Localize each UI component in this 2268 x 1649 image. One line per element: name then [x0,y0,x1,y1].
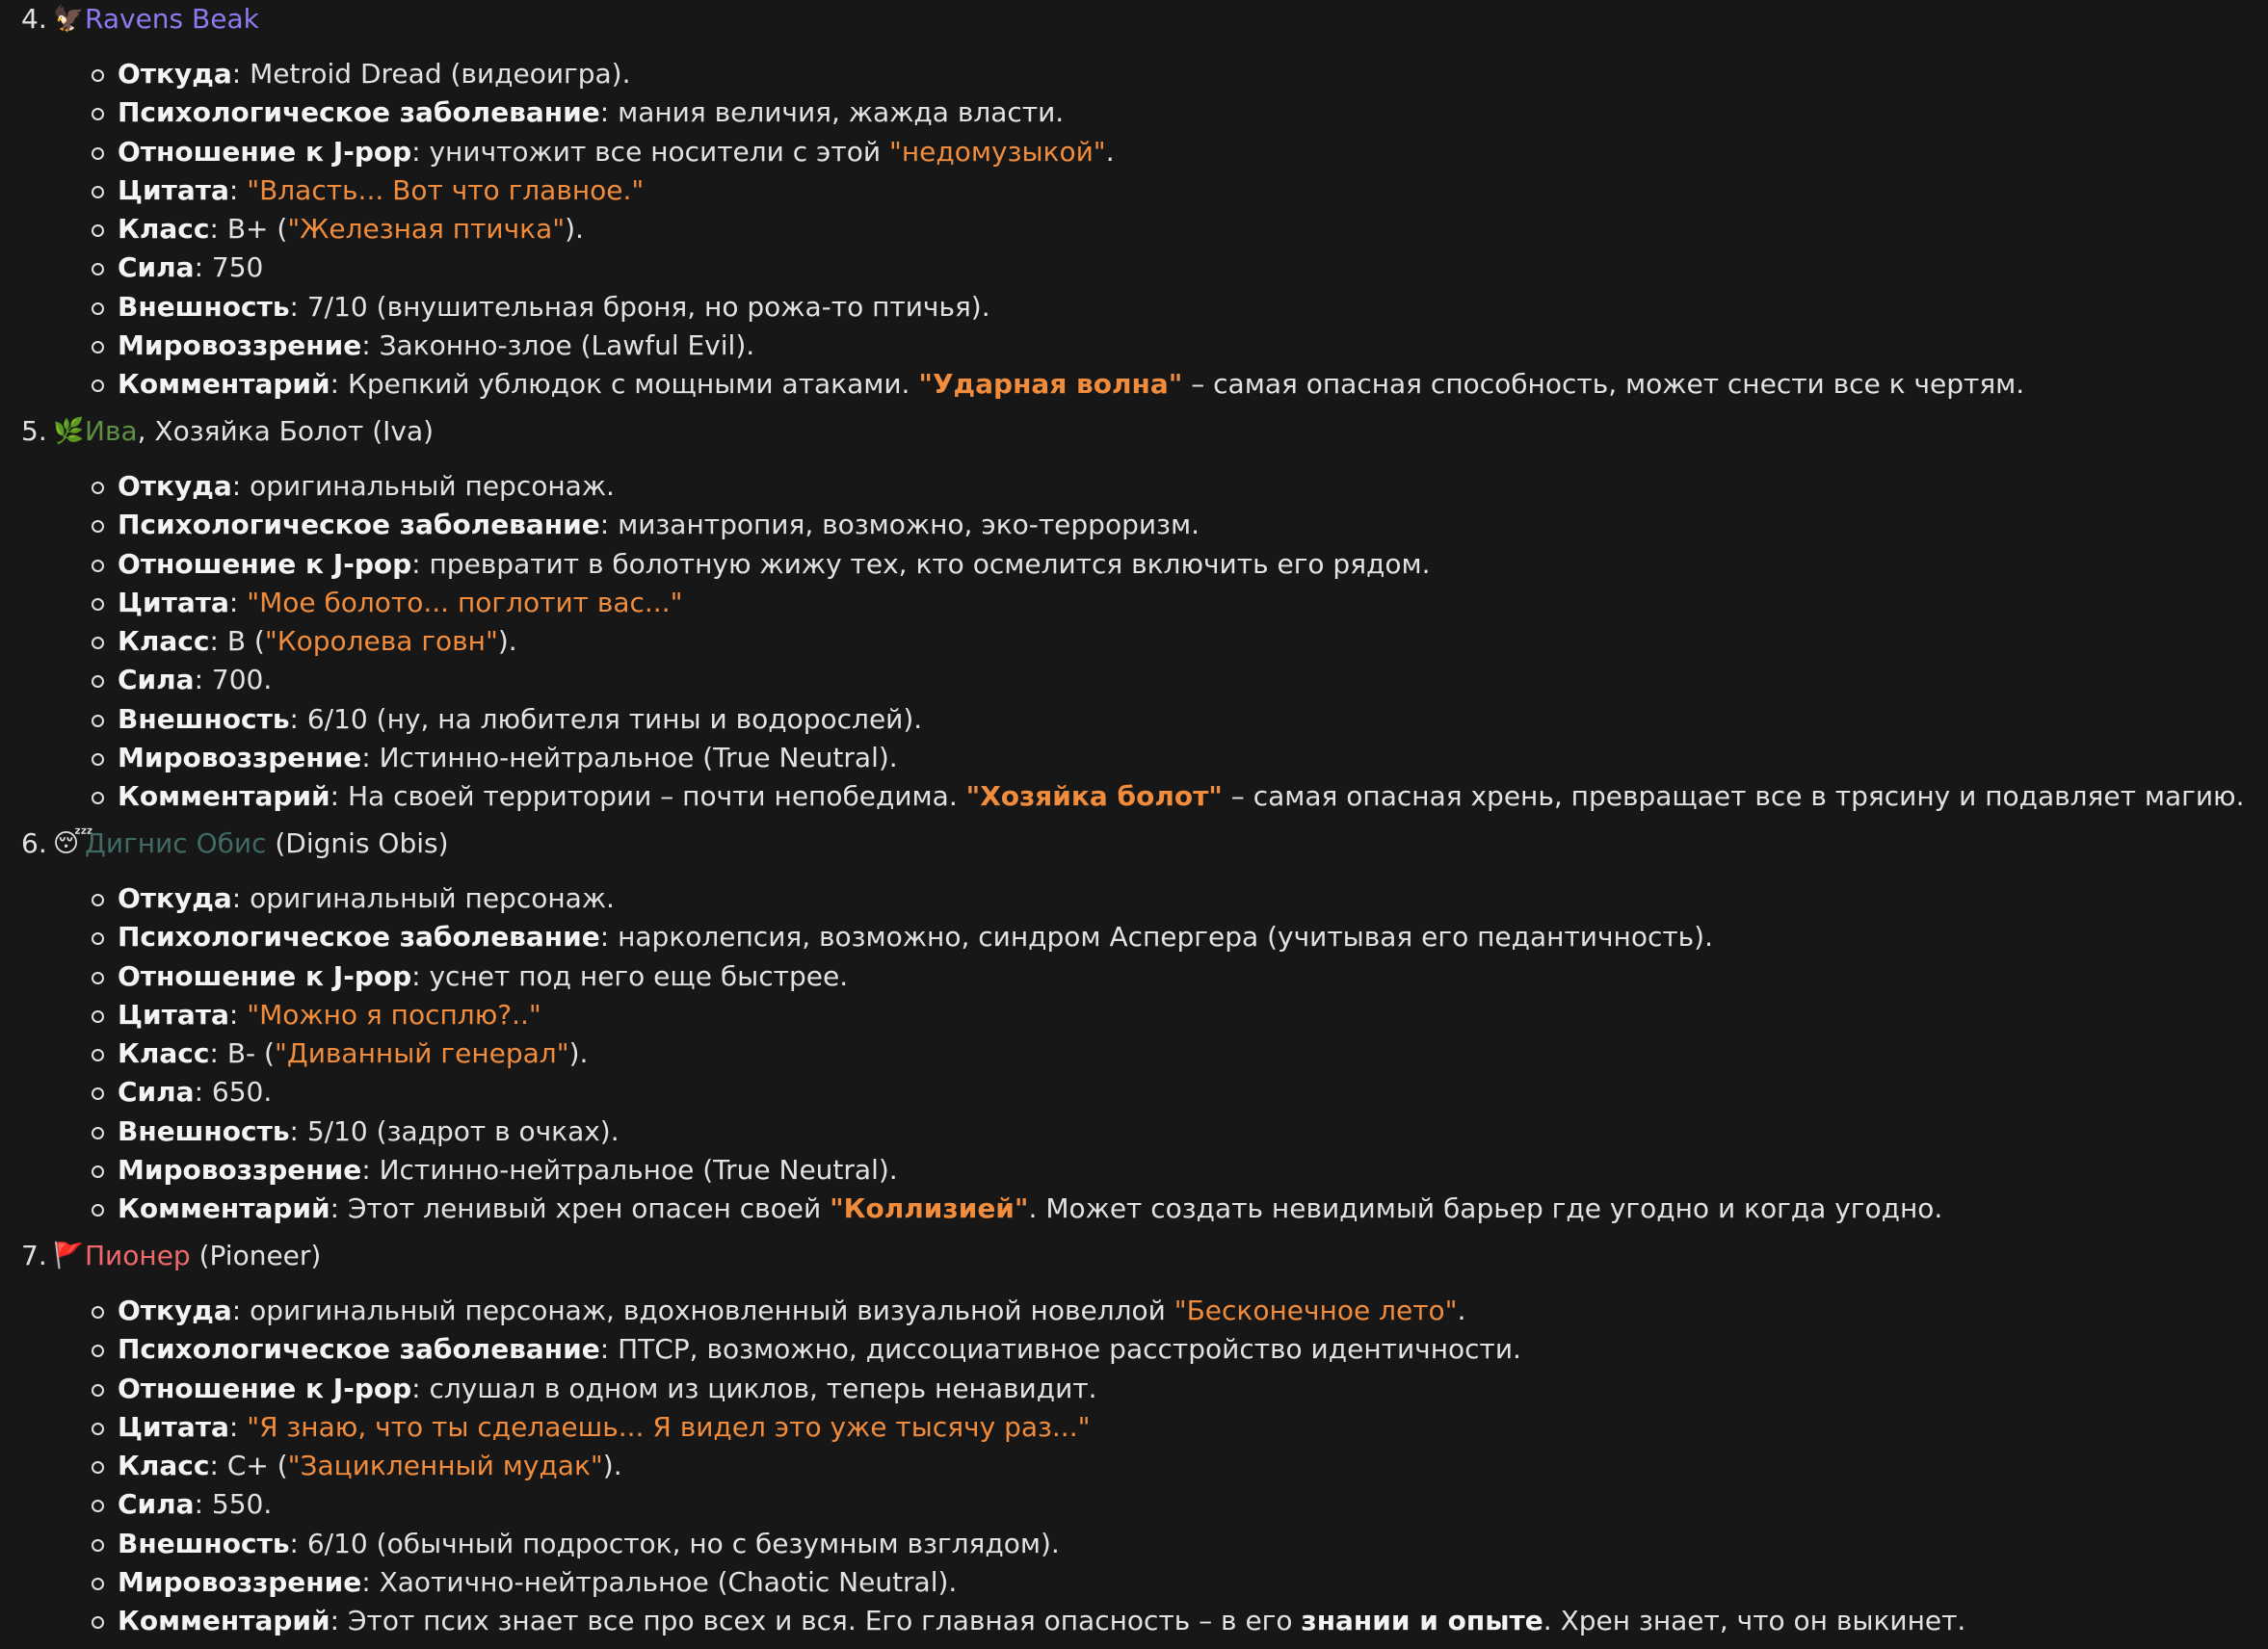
bullet-text [118,1112,620,1151]
field-label: Психологическое заболевание [118,921,600,954]
field-label: Мировоззрение [118,1565,362,1598]
quoted-text: "Диванный генерал" [274,1037,569,1069]
bullet-text [118,777,2245,816]
field-value: : Metroid Dread (видеоигра). [231,58,631,90]
field-value: : 750 [194,251,264,284]
bullet-text [118,1447,622,1485]
field-label: Сила [118,251,195,284]
bullet-text [118,1034,588,1073]
bullet-circle-icon [92,1578,104,1590]
bullet-circle-icon [92,1010,104,1023]
bullet-text [118,1563,957,1602]
field-label: Цитата [118,173,229,206]
field-label: Класс [118,1037,210,1069]
field-value: : мания величия, жажда власти. [599,96,1065,129]
quoted-text: "Коллизией" [830,1192,1029,1224]
field-value: : [228,998,248,1031]
field-label: Класс [118,625,210,657]
bullet-text [118,700,922,739]
bullet-text [118,661,272,699]
bullet-circle-icon [92,380,104,392]
bullet-text [118,467,615,506]
field-label: Откуда [118,882,232,914]
field-value: : слушал в одном из циклов, теперь ненавидит. [411,1372,1097,1404]
field-label: Отношение к J-pop [118,1372,412,1404]
bullet-circle-icon [92,894,104,906]
bullet-circle-icon [92,224,104,237]
field-label: Внешность [118,290,290,323]
field-value: : 7/10 (внушительная броня, но рожа-то птичья). [289,290,990,323]
bullet-circle-icon [92,675,104,688]
bullet-circle-icon [92,341,104,353]
field-label: Внешность [118,702,290,735]
field-value: : оригинальный персонаж. [231,470,615,502]
bullet-text [118,1525,1060,1563]
bullet-circle-icon [92,598,104,611]
field-value: : мизантропия, возможно, эко-терроризм. [599,509,1200,541]
bullet-circle-icon [92,69,104,82]
bullet-circle-icon [92,1165,104,1178]
field-value: : [228,173,248,206]
eagle-icon: 🦅 [53,5,85,34]
list-number: 7. [21,1240,47,1271]
quoted-text: "Мое болото... поглотит вас..." [247,586,683,618]
field-value: : Законно-злое (Lawful Evil). [361,328,755,361]
bullet-circle-icon [92,302,104,315]
field-label: Класс [118,213,210,245]
bullet-circle-icon [92,263,104,275]
bullet-text [118,1370,1096,1408]
field-label: Сила [118,1076,195,1109]
bullet-text [118,288,990,327]
field-label: Отношение к J-pop [118,547,412,580]
bullet-circle-icon [92,1345,104,1357]
bullet-circle-icon [92,1423,104,1435]
field-value: : B ( [209,625,265,657]
field-value: : 6/10 (обычный подросток, но с безумным взглядом). [289,1527,1060,1559]
field-value: : уничтожит все носители с этой [411,135,889,168]
bullet-circle-icon [92,932,104,945]
field-value: : 5/10 (задрот в очках). [289,1114,620,1147]
bullet-text [118,506,1200,544]
bullet-circle-icon [92,1384,104,1397]
bullet-text [118,1292,1465,1330]
field-label: Комментарий [118,780,330,812]
field-value: : Хаотично-нейтральное (Chaotic Neutral). [361,1565,958,1598]
field-label: Отношение к J-pop [118,959,412,992]
field-label: Психологическое заболевание [118,509,600,541]
field-label: Мировоззрение [118,741,362,773]
field-label: Цитата [118,586,229,618]
bullet-circle-icon [92,1049,104,1061]
field-value: . Хрен знает, что он выкинет. [1543,1605,1966,1636]
field-value: : На своей территории – почти непобедима. [330,780,966,812]
character-name: Ravens Beak [85,3,259,35]
bullet-text [118,365,2024,404]
bullet-text [118,133,1115,171]
bullet-text [118,622,517,661]
character-name: Дигнис Обис [85,827,267,859]
herb-icon: 🌿 [53,417,85,446]
bullet-text [118,739,898,777]
quoted-text: "Бесконечное лето" [1174,1295,1458,1326]
bullet-circle-icon [92,1500,104,1512]
character-title [85,412,434,451]
bullet-text [118,545,1431,584]
character-subtitle: (Dignis Obis) [266,827,449,859]
field-value: : превратит в болотную жижу тех, кто осмелится включить его рядом. [411,547,1431,580]
character-title [85,0,259,39]
field-value: – самая опасная хрень, превращает все в трясину и подавляет магию. [1222,780,2245,812]
field-value: ). [602,1450,622,1481]
bullet-text [118,327,754,365]
field-label: Класс [118,1450,210,1481]
bullet-text [118,55,631,93]
field-value: : Этот псих знает все про всех и вся. Его главная опасность – в его [330,1605,1302,1636]
list-number: 6. [21,827,47,859]
field-value: ). [568,1037,589,1069]
bullet-text [118,210,584,249]
quoted-text: "Королева говн" [264,625,498,657]
quoted-text: "недомузыкой" [888,135,1106,168]
bullet-circle-icon [92,753,104,766]
bullet-text [118,1408,1090,1447]
sleeping-face-icon: 😴 [53,829,93,858]
bullet-text [118,1485,272,1524]
field-label: Комментарий [118,1605,330,1636]
list-number: 4. [21,3,47,35]
field-label: Цитата [118,1410,229,1443]
bullet-circle-icon [92,792,104,804]
field-value: . [1105,135,1115,168]
field-label: Цитата [118,998,229,1031]
bullet-text [118,1073,272,1112]
quoted-text: "Железная птичка" [287,213,566,245]
quoted-text: "Можно я посплю?.." [247,998,541,1031]
field-value: : оригинальный персонаж, вдохновленный визуальной новеллой [231,1295,1174,1326]
bullet-circle-icon [92,1204,104,1217]
character-title [85,1237,321,1275]
bullet-circle-icon [92,560,104,572]
field-label: Психологическое заболевание [118,96,600,129]
bullet-text [118,584,682,622]
quoted-text: "Хозяйка болот" [965,780,1223,812]
bullet-circle-icon [92,1306,104,1319]
bullet-text [118,918,1713,956]
bullet-text [118,1602,1965,1640]
field-value: . [1457,1295,1466,1326]
field-label: Внешность [118,1527,290,1559]
field-label: Комментарий [118,1192,330,1224]
bullet-circle-icon [92,186,104,198]
bullet-circle-icon [92,715,104,727]
field-value: : 700. [194,664,273,696]
bold-text: знании и опыте [1301,1605,1543,1636]
bullet-circle-icon [92,147,104,160]
bullet-circle-icon [92,1539,104,1552]
field-label: Внешность [118,1114,290,1147]
character-subtitle: (Pioneer) [190,1240,322,1271]
field-label: Сила [118,1488,195,1521]
field-value: . Может создать невидимый барьер где угодно и когда угодно. [1028,1192,1943,1224]
field-value: : 650. [194,1076,273,1109]
character-name: Ива [85,415,138,447]
field-value: : Крепкий ублюдок с мощными атаками. [330,368,919,400]
field-label: Откуда [118,1295,232,1326]
quoted-text: "Зацикленный мудак" [287,1450,603,1481]
field-value: : Истинно-нейтральное (True Neutral). [361,1153,898,1186]
list-number: 5. [21,415,47,447]
character-subtitle: , Хозяйка Болот (Iva) [137,415,435,447]
field-value: : B+ ( [209,213,288,245]
field-label: Комментарий [118,368,330,400]
bullet-circle-icon [92,1616,104,1629]
field-label: Мировоззрение [118,328,362,361]
bullet-text [118,1190,1942,1228]
bullet-circle-icon [92,520,104,533]
field-value: : B- ( [209,1037,275,1069]
bullet-circle-icon [92,482,104,494]
bullet-circle-icon [92,1127,104,1139]
quoted-text: "Я знаю, что ты сделаешь... Я видел это уже тысячу раз..." [247,1410,1091,1443]
bullet-text [118,996,541,1034]
field-value: : ПТСР, возможно, диссоциативное расстройство идентичности. [599,1333,1521,1366]
field-value: ). [565,213,584,245]
bullet-circle-icon [92,108,104,120]
bullet-text [118,249,263,287]
field-value: : нарколепсия, возможно, синдром Аспергера (учитывая его педантичность). [599,921,1713,954]
field-value: : 550. [194,1488,273,1521]
red-flag-icon: 🚩 [53,1242,85,1270]
bullet-text [118,879,615,918]
bullet-text [118,171,644,210]
character-name: Пионер [85,1240,191,1271]
field-label: Мировоззрение [118,1153,362,1186]
field-label: Отношение к J-pop [118,135,412,168]
bullet-text [118,957,848,996]
bullet-text [118,1330,1521,1369]
quoted-text: "Власть... Вот что главное." [247,173,645,206]
bullet-circle-icon [92,972,104,984]
field-label: Откуда [118,470,232,502]
field-label: Психологическое заболевание [118,1333,600,1366]
bullet-text [118,1151,898,1190]
field-value: : [228,586,248,618]
field-value: : Этот ленивый хрен опасен своей [330,1192,831,1224]
field-value: : 6/10 (ну, на любителя тины и водорослей). [289,702,923,735]
field-value: : [228,1410,248,1443]
character-title [85,824,449,863]
field-value: : уснет под него еще быстрее. [411,959,849,992]
field-value: : Истинно-нейтральное (True Neutral). [361,741,898,773]
field-value: : C+ ( [209,1450,288,1481]
field-value: ). [497,625,517,657]
bullet-circle-icon [92,1461,104,1474]
bullet-circle-icon [92,637,104,649]
bullet-text [118,93,1064,132]
field-value: – самая опасная способность, может снести все к чертям. [1182,368,2025,400]
quoted-text: "Ударная волна" [918,368,1183,400]
field-value: : оригинальный персонаж. [231,882,615,914]
field-label: Откуда [118,58,232,90]
bullet-circle-icon [92,1087,104,1100]
field-label: Сила [118,664,195,696]
